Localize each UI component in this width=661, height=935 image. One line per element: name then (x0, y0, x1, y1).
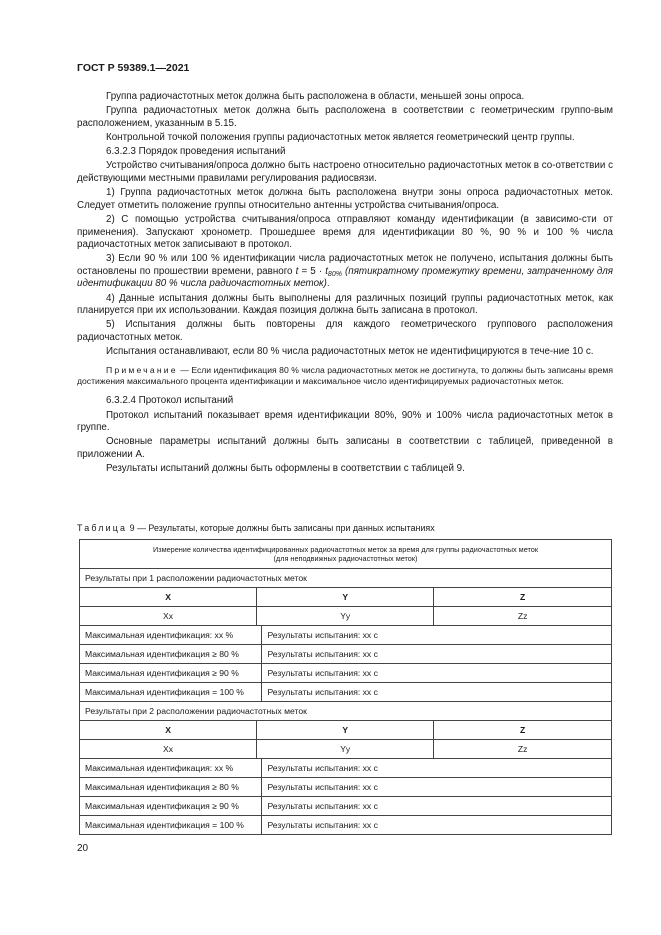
results-table (79, 539, 612, 835)
max-identification-cell: Максимальная идентификация ≥ 80 % (80, 645, 262, 664)
test-result-cell: Результаты испытания: xx с (262, 778, 612, 797)
value-x: Xx (80, 607, 257, 626)
document-id-header: ГОСТ Р 59389.1—2021 (77, 62, 190, 74)
test-result-cell: Результаты испытания: xx с (262, 664, 612, 683)
test-result-cell: Результаты испытания: xx с (262, 816, 612, 835)
test-result-cell: Результаты испытания: xx с (262, 759, 612, 778)
table-row (80, 683, 612, 702)
table-caption-label: Таблица (77, 523, 128, 533)
table-row (80, 759, 612, 778)
table-title-row (80, 540, 612, 569)
paragraph: 1) Группа радиочастотных меток должна быть расположена внутри зоны опроса радиочастотных меток. Следует отметить положение группы относительно антенны устройства считывания/опроса. (77, 187, 613, 211)
table-row (80, 645, 612, 664)
paragraph-with-formula (77, 253, 613, 291)
value-y: Yy (257, 740, 434, 759)
max-identification-cell: Максимальная идентификация ≥ 90 % (80, 797, 262, 816)
column-header-z: Z (434, 721, 612, 740)
paragraph: 4) Данные испытания должны быть выполнены для различных позиций группы радиочастотных меток, как планируется при их использовании. Каждая позиция должна быть записана в протокол. (77, 292, 613, 317)
test-result-cell: Результаты испытания: xx с (262, 797, 612, 816)
paragraph: 5) Испытания должны быть повторены для каждого геометрического группового расположения радиочастотных меток. (77, 319, 613, 344)
table-title-line: (для неподвижных радиочастотных меток) (273, 554, 418, 563)
section-heading-row (80, 569, 612, 588)
table-row (80, 626, 612, 645)
value-x: Xx (80, 740, 257, 759)
formula-operator: = 5 · (298, 265, 326, 277)
paragraph: Основные параметры испытаний должны быть записаны в соответствии с таблицей, приведенной в приложении А. (77, 436, 613, 460)
table-row (80, 797, 612, 816)
note (77, 365, 613, 388)
table-title-cell (80, 540, 612, 569)
formula-variable: t (325, 265, 328, 277)
table-row (80, 664, 612, 683)
section-heading-cell: Результаты при 1 расположении радиочастотных меток (80, 569, 612, 588)
column-header-z: Z (434, 588, 612, 607)
paragraph: Испытания останавливают, если 80 % числа радиочастотных меток не идентифицируются в тече-ние 10 с. (106, 346, 594, 358)
paragraph-text: 3) Если 90 % или 100 % идентификации числа радиочастотных меток не получено, испытания должны быть остановлены по прошествии времени, равного (77, 253, 613, 277)
max-identification-cell: Максимальная идентификация: xx % (80, 626, 262, 645)
column-header-y: Y (257, 721, 434, 740)
table-title-line: Измерение количества идентифицированных радиочастотных меток за время для группы радиочастотных меток (152, 544, 539, 554)
paragraph: 2) С помощью устройства считывания/опроса отправляют команду идентификации (в зависимо-сти от применения). Запускают хронометр. Прошедшее время для идентификации 80 %, 90 % и 100 % числа радиочастотных меток записывают в протокол. (77, 213, 613, 251)
section-heading: 6.3.2.4 Протокол испытаний (106, 395, 234, 407)
italic-explanation: (пятикратному промежутку времени, затраченному для идентификации 80 % числа радиочастотных меток) (77, 265, 613, 290)
test-result-cell: Результаты испытания: xx с (262, 683, 612, 702)
value-y: Yy (257, 607, 434, 626)
table-row (80, 778, 612, 797)
max-identification-cell: Максимальная идентификация ≥ 90 % (80, 664, 262, 683)
table-caption-text: 9 — Результаты, которые должны быть записаны при данных испытаниях (127, 523, 435, 533)
paragraph: Группа радиочастотных меток должна быть расположена в области, меньшей зоны опроса. (106, 91, 525, 102)
axis-value-row (80, 740, 612, 759)
section-heading: 6.3.2.3 Порядок проведения испытаний (106, 146, 286, 158)
max-identification-cell: Максимальная идентификация = 100 % (80, 683, 262, 702)
paragraph: Устройство считывания/опроса должно быть настроено относительно радиочастотных меток в со-ответствии с действующими местными правилами регулирования радиосвязи. (77, 160, 613, 184)
test-result-cell: Результаты испытания: xx с (262, 626, 612, 645)
max-identification-cell: Максимальная идентификация = 100 % (80, 816, 262, 835)
note-label: Примечание (106, 364, 178, 375)
column-header-y: Y (257, 588, 434, 607)
page-number: 20 (77, 843, 89, 854)
paragraph: Результаты испытаний должны быть оформлены в соответствии с таблицей 9. (106, 463, 465, 475)
section-heading-cell: Результаты при 2 расположении радиочастотных меток (80, 702, 612, 721)
value-z: Zz (434, 740, 612, 759)
section-heading-row (80, 702, 612, 721)
paragraph: Контрольной точкой положения группы радиочастотных меток является геометрический центр группы. (106, 131, 575, 143)
paragraph: Группа радиочастотных меток должна быть расположена в соответствии с геометрическим группо-вым расположением, указанным в 5.15. (77, 105, 613, 129)
max-identification-cell: Максимальная идентификация: xx % (80, 759, 262, 778)
paragraph: Протокол испытаний показывает время идентификации 80%, 90% и 100% числа радиочастотных меток в группе. (77, 409, 613, 434)
value-z: Zz (434, 607, 612, 626)
table-row (80, 816, 612, 835)
formula-variable: t (295, 265, 299, 277)
note-text: — Если идентификация 80 % числа радиочастотных меток не достигнута, то должны быть записаны время достижения максимального процента идентификации и максимальное число идентифицируемых радиочастотных меток. (77, 364, 613, 387)
axis-header-row (80, 721, 612, 740)
column-header-x: X (80, 588, 257, 607)
max-identification-cell: Максимальная идентификация ≥ 80 % (80, 778, 262, 797)
column-header-x: X (80, 721, 257, 740)
table-caption (77, 523, 435, 533)
test-result-cell: Результаты испытания: xx с (262, 645, 612, 664)
formula-subscript: 80% (327, 270, 342, 278)
axis-value-row (80, 607, 612, 626)
axis-header-row (80, 588, 612, 607)
paragraph-text: . (326, 278, 330, 290)
body-text (77, 91, 613, 477)
